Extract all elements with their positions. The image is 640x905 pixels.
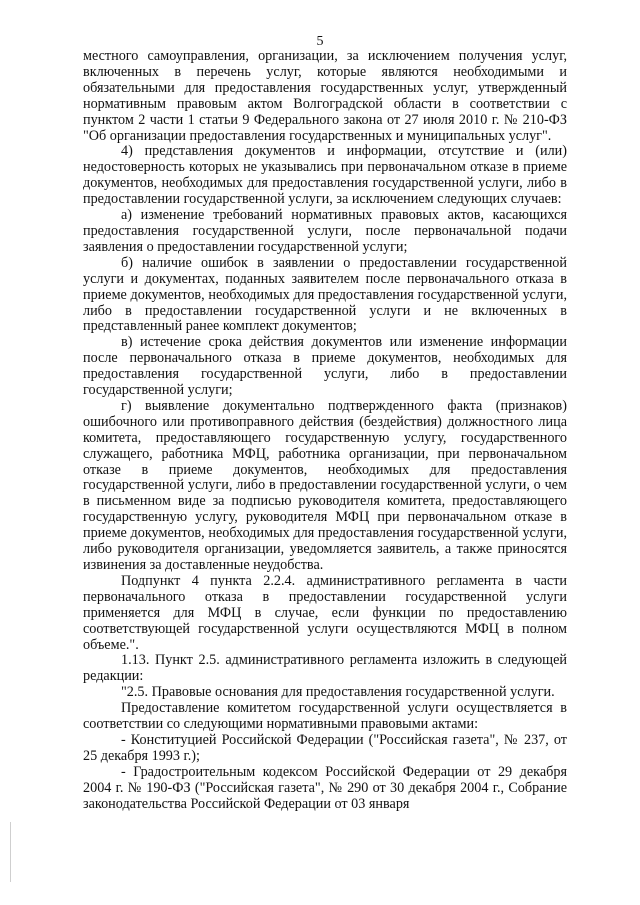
paragraph: - Градостроительным кодексом Российской Федерации от 29 декабря 2004 г. № 190-ФЗ ("Российская газета", № 290 от 30 декабря 2004 г., Собрание законодательства Российской Федерации от 03 января	[83, 763, 567, 812]
paragraph: "2.5. Правовые основания для предоставления государственной услуги.	[121, 684, 555, 701]
paragraph: а) изменение требований нормативных правовых актов, касающихся предоставления государственной услуги, после первоначальной подачи заявления о предоставлении государственной услуги;	[83, 207, 567, 255]
paragraph: 1.13. Пункт 2.5. административного регламента изложить в следующей редакции:	[83, 652, 567, 685]
paragraph: б) наличие ошибок в заявлении о предоставлении государственной услуги и документах, поданных заявителем после первоначального отказа в приеме документов, необходимых для предоставления государственной услуги, либо в предоставлении государственной услуги и не включенных в представленный ранее комплект документов;	[83, 254, 567, 335]
page-number: 5	[316, 34, 324, 49]
paragraph: 4) представления документов и информации, отсутствие и (или) недостоверность которых не указывались при первоначальном отказе в приеме документов, необходимых для предоставления государственной услуги, либо в предоставлении государственной услуги, за исключением следующих случаев:	[83, 143, 567, 208]
scan-edge-mark	[10, 822, 11, 882]
paragraph: в) истечение срока действия документов или изменение информации после первоначального отказа в приеме документов, необходимых для предоставления государственной услуги, либо в предоставлении государственной услуги;	[83, 334, 567, 399]
document-body	[83, 49, 567, 813]
paragraph: г) выявление документально подтвержденного факта (признаков) ошибочного или противоправного действия (бездействия) должностного лица комитета, предоставляющего государственную услугу, государственного служащего, работника МФЦ, работника организации, при первоначальном отказе в приеме документов, необходимых для предоставления государственной услуги, либо в предоставлении государственной услуги, о чем в письменном виде за подписью руководителя комитета, предоставляющего государственную услугу, руководителя МФЦ при первоначальном отказе в приеме документов, необходимых для предоставления государственной услуги, либо руководителя организации, уведомляется заявитель, а также приносятся извинения за доставленные неудобства.	[83, 397, 567, 573]
paragraph: Подпункт 4 пункта 2.2.4. административного регламента в части первоначального отказа в предоставлении государственной услуги применяется для МФЦ в случае, если функции по предоставлению соответствующей государственной услуги осуществляются МФЦ в полном объеме.".	[83, 572, 567, 653]
paragraph: местного самоуправления, организации, за исключением получения услуг, включенных в перечень услуг, которые являются необходимыми и обязательными для предоставления государственных услуг, утвержденный нормативным правовым актом Волгоградской области в соответствии с пунктом 2 части 1 статьи 9 Федерального закона от 27 июля 2010 г. № 210-ФЗ "Об организации предоставления государственных и муниципальных услуг".	[83, 48, 567, 144]
paragraph: - Конституцией Российской Федерации ("Российская газета", № 237, от 25 декабря 1993 г.);	[83, 731, 567, 764]
paragraph: Предоставление комитетом государственной услуги осуществляется в соответствии со следующими нормативными правовыми актами:	[83, 700, 567, 733]
